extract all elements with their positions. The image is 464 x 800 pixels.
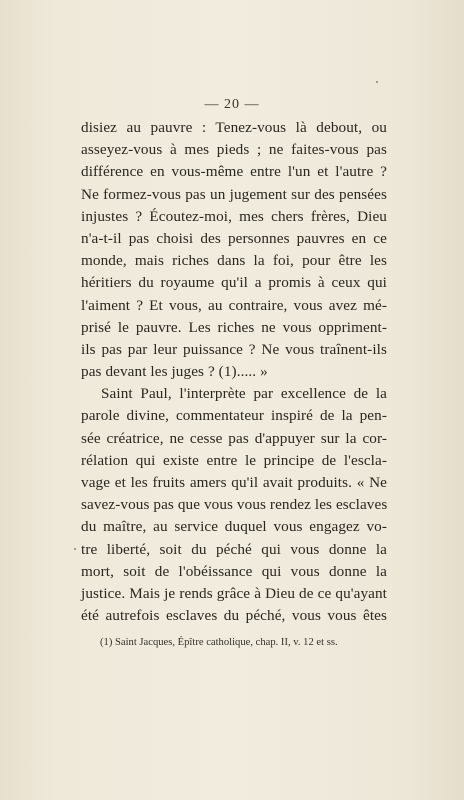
text-line: monde, mais riches dans la foi, pour être les [81,252,387,270]
text-line: asseyez-vous à mes pieds ; ne faites-vous pas [81,141,387,159]
text-line: héritiers du royaume qu'il a promis à ceux qui [81,274,387,292]
text-line: savez-vous pas que vous vous rendez les esclaves [81,496,388,514]
body-text [81,117,387,627]
text-line: mort, soit de l'obéissance qui vous donne la [81,562,387,580]
text-line: prisé le pauvre. Les riches ne vous oppriment- [81,318,387,336]
paper-speck [74,548,76,550]
text-line: parole divine, commentateur inspiré de la pen- [81,407,387,425]
text-line: différence en vous-même entre l'un et l'autre ? [81,163,387,181]
text-line: été autrefois esclaves du péché, vous vous êtes [81,607,387,625]
footnote: (1) Saint Jacques, Épître catholique, chap. II, v. 12 et ss. [100,637,338,648]
page-number: — 20 — [204,97,260,112]
text-line: Ne formez-vous pas un jugement sur des pensées [81,185,387,203]
text-line: l'aiment ? Et vous, au contraire, vous avez mé- [81,296,387,314]
text-line: rélation qui existe entre le principe de l'escla- [81,451,387,469]
text-line: du maître, au service duquel vous engagez vo- [81,518,387,536]
text-line: n'a-t-il pas choisi des personnes pauvres en ce [81,229,387,247]
text-line: Saint Paul, l'interprète par excellence de la [101,385,387,403]
text-line: disiez au pauvre : Tenez-vous là debout, ou [81,119,387,136]
text-line: pas devant les juges ? (1)..... » [81,363,268,381]
text-line: justice. Mais je rends grâce à Dieu de ce qu'ayant [81,584,387,602]
text-line: vage et les fruits amers qu'il avait produits. « Ne [81,474,387,491]
text-line: injustes ? Écoutez-moi, mes chers frères, Dieu [81,207,387,225]
text-line: sée créatrice, ne cesse pas d'appuyer sur la cor- [81,429,387,447]
text-line: ils pas par leur puissance ? Ne vous traînent-ils [81,340,387,358]
paper-speck [376,81,378,83]
text-line: tre liberté, soit du péché qui vous donne la [81,540,387,558]
